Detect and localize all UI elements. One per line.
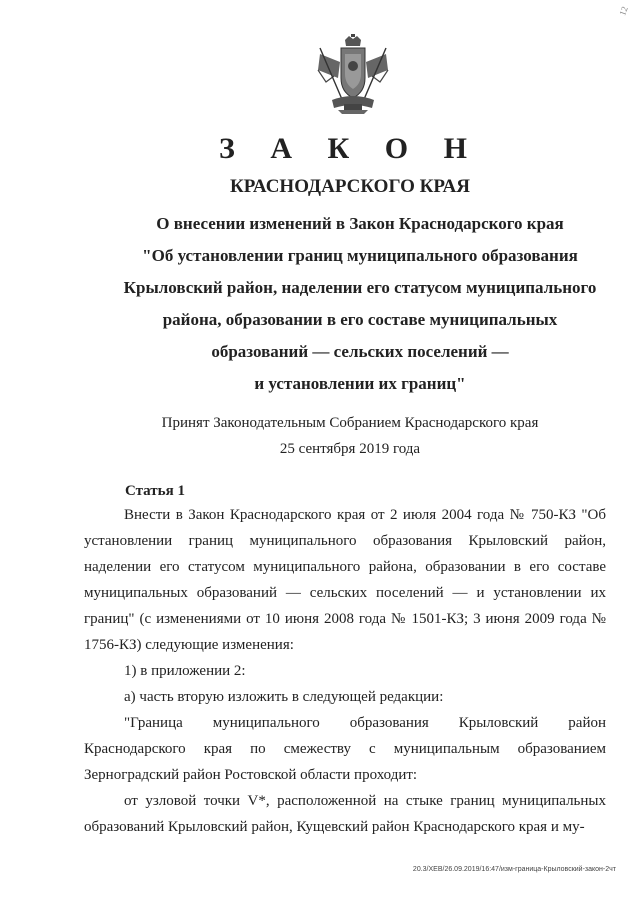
adoption-block: [0, 410, 640, 462]
adoption-line: Принят Законодательным Собранием Краснодарского края: [161, 415, 539, 431]
article-paragraph: "Граница муниципального образования Крыловский район Краснодарского края по смежеству с муниципальным образованием Зерноградский район Ростовской области проходит:: [84, 715, 606, 783]
krasnodar-coat-of-arms-icon: [314, 34, 392, 116]
article-heading: Статья 1: [125, 483, 185, 499]
law-name-line: "Об установлении границ муниципального образования: [142, 246, 578, 265]
footer-document-code: 20.3/ХЕВ/26.09.2019/16:47/изм-граница-Крыловский-закон-2чт: [412, 866, 616, 873]
article-paragraph: Внести в Закон Краснодарского края от 2 июля 2004 года № 750-КЗ "Об установлении границ муниципального образования Крыловский район, наделении его статусом муниципального района, образовании в его составе муниципальных образований — сельских поселений — и установлении их границ" (с изменениями от 10 июня 2008 года № 1501-КЗ; 3 июня 2009 года № 1756-КЗ) следующие изменения:: [84, 507, 606, 653]
law-name-line: района, образовании в его составе муниципальных: [162, 310, 558, 329]
law-name-line: Крыловский район, наделении его статусом муниципального: [123, 278, 597, 297]
adoption-date: 25 сентября 2019 года: [279, 441, 421, 457]
corner-mark: 12: [617, 5, 630, 17]
article-paragraph: а) часть вторую изложить в следующей редакции:: [124, 689, 444, 705]
document-subtitle: КРАСНОДАРСКОГО КРАЯ: [229, 176, 471, 197]
article-paragraph: от узловой точки V*, расположенной на стыке границ муниципальных образований Крыловский район, Кущевский район Краснодарского края и му-: [84, 793, 606, 835]
document-title: З А К О Н: [219, 132, 481, 165]
law-name-line: О внесении изменений в Закон Краснодарского края: [156, 214, 564, 233]
article-paragraph: 1) в приложении 2:: [124, 663, 246, 679]
law-name-line: и установлении их границ": [254, 374, 466, 393]
law-name-line: образований — сельских поселений —: [211, 342, 509, 361]
article-body: [84, 502, 606, 840]
law-name: [0, 208, 640, 400]
